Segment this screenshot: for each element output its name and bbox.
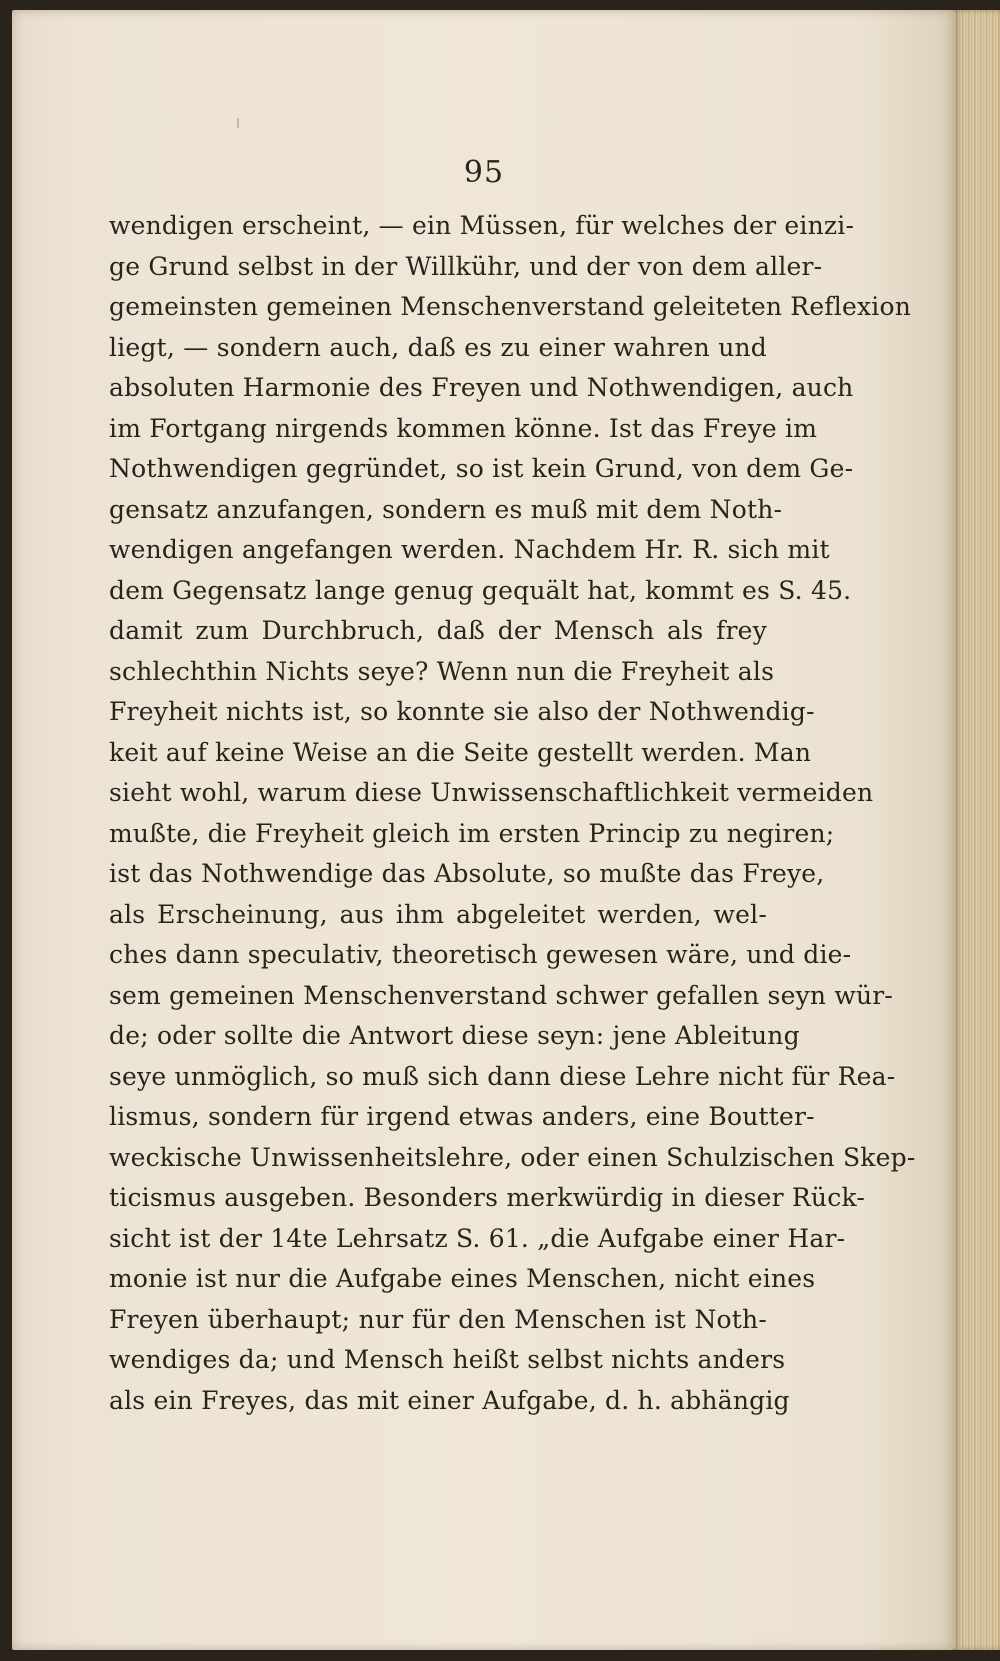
text-line: sicht ist der 14te Lehrsatz S. 61. „die Aufgabe einer Har- bbox=[109, 1223, 846, 1253]
text-line: wendigen angefangen werden. Nachdem Hr. R. sich mit bbox=[109, 535, 830, 564]
text-line: im Fortgang nirgends kommen könne. Ist das Freye im bbox=[109, 413, 818, 443]
paper-speck bbox=[237, 118, 239, 128]
text-line: Freyen überhaupt; nur für den Menschen ist Noth- bbox=[109, 1304, 767, 1334]
text-line: als Erscheinung, aus ihm abgeleitet werden, wel- bbox=[109, 899, 767, 929]
text-line: lismus, sondern für irgend etwas anders, eine Boutter- bbox=[109, 1102, 815, 1131]
text-line: ist das Nothwendige das Absolute, so mußte das Freye, bbox=[109, 859, 825, 888]
text-line: ches dann speculativ, theoretisch gewesen wäre, und die- bbox=[109, 940, 852, 969]
text-line: gensatz anzufangen, sondern es muß mit dem Noth- bbox=[109, 494, 783, 524]
text-line: schlechthin Nichts seye? Wenn nun die Freyheit als bbox=[109, 656, 775, 686]
text-line: de; oder sollte die Antwort diese seyn: jene Ableitung bbox=[109, 1021, 800, 1050]
text-line: gemeinsten gemeinen Menschenverstand geleiteten Reflexion bbox=[109, 292, 912, 321]
text-line: ge Grund selbst in der Willkühr, und der von dem aller- bbox=[109, 251, 823, 281]
text-line: absoluten Harmonie des Freyen und Nothwendigen, auch bbox=[109, 373, 854, 402]
text-line: mußte, die Freyheit gleich im ersten Princip zu negiren; bbox=[109, 818, 835, 848]
text-line: Freyheit nichts ist, so konnte sie also der Nothwendig- bbox=[109, 697, 815, 726]
text-line: wendigen erscheint, — ein Müssen, für welches der einzi- bbox=[109, 211, 855, 240]
text-line: keit auf keine Weise an die Seite gestellt werden. Man bbox=[109, 737, 812, 767]
text-line: seye unmöglich, so muß sich dann diese Lehre nicht für Rea- bbox=[109, 1061, 896, 1091]
page-number: 95 bbox=[463, 155, 505, 190]
text-line: sem gemeinen Menschenverstand schwer gefallen seyn wür- bbox=[109, 980, 894, 1010]
text-line: weckische Unwissenheitslehre, oder einen Schulzischen Skep- bbox=[109, 1142, 916, 1172]
text-line: damit zum Durchbruch, daß der Mensch als frey bbox=[109, 616, 767, 645]
text-line: monie ist nur die Aufgabe eines Menschen, nicht eines bbox=[109, 1264, 816, 1293]
body-text bbox=[109, 206, 916, 1421]
page-edges bbox=[954, 10, 1000, 1650]
text-line: dem Gegensatz lange genug gequält hat, kommt es S. 45. bbox=[109, 575, 852, 605]
text-line: als ein Freyes, das mit einer Aufgabe, d. h. abhängig bbox=[109, 1385, 790, 1415]
text-line: sieht wohl, warum diese Unwissenschaftlichkeit vermeiden bbox=[109, 778, 874, 807]
text-line: Nothwendigen gegründet, so ist kein Grund, von dem Ge- bbox=[109, 454, 854, 483]
text-line: ticismus ausgeben. Besonders merkwürdig in dieser Rück- bbox=[109, 1183, 865, 1212]
text-line: liegt, — sondern auch, daß es zu einer wahren und bbox=[109, 332, 767, 362]
book-page bbox=[12, 10, 956, 1650]
text-line: wendiges da; und Mensch heißt selbst nichts anders bbox=[109, 1345, 786, 1374]
